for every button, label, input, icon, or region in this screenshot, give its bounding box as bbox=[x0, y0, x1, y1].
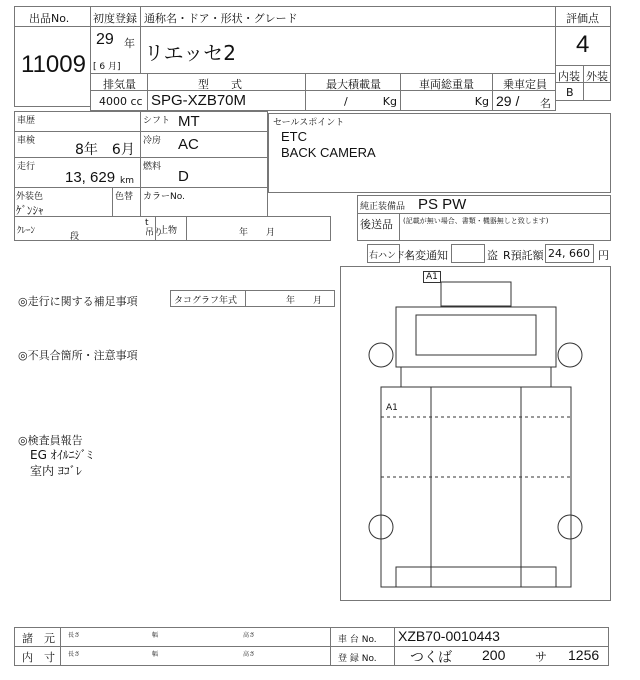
yen-unit: 円 bbox=[598, 249, 609, 262]
history-label: 車歴 bbox=[17, 116, 36, 126]
rhd-label: 右ハンドル bbox=[369, 251, 415, 261]
vehicle-diagram bbox=[340, 266, 611, 601]
name-label-cell bbox=[140, 6, 556, 27]
year-unit: 年 bbox=[124, 37, 135, 50]
max-load: / bbox=[344, 95, 348, 108]
color-no-label: カラーNo. bbox=[143, 192, 185, 202]
sales-line: BACK CAMERA bbox=[281, 145, 376, 160]
ac-label: 冷房 bbox=[143, 136, 162, 146]
report-line: EG ｵｲﾙﾆｼﾞﾐ bbox=[30, 448, 93, 462]
color-label: 外装色 bbox=[16, 192, 44, 202]
reg-area: つくば bbox=[410, 650, 452, 666]
reg-number: 1256 bbox=[568, 647, 600, 663]
gross-label: 車両総重量 bbox=[419, 78, 474, 91]
name-label: 通称名・ドア・形状・グレード bbox=[144, 12, 298, 25]
report-line: 室内 ﾖｺﾞﾚ bbox=[30, 464, 82, 478]
car-name-cell bbox=[140, 26, 556, 74]
tacho-ym: 年 月 bbox=[286, 296, 323, 306]
height-label: 高さ bbox=[243, 651, 256, 658]
score-value: 4 bbox=[576, 31, 590, 58]
supp-label: ◎走行に関する補足事項 bbox=[18, 295, 138, 308]
bus-outline-icon bbox=[341, 267, 610, 600]
rhd-badge bbox=[367, 244, 415, 263]
cap-label: 乗車定員 bbox=[503, 78, 547, 91]
first-reg-month: [ 6 月] bbox=[93, 62, 121, 72]
cap-unit: 名 bbox=[540, 97, 551, 110]
name-change-box bbox=[451, 244, 485, 263]
shift-label: シフト bbox=[143, 116, 171, 126]
fuel-label: 燃料 bbox=[143, 162, 162, 172]
length-label: 長さ bbox=[68, 651, 81, 658]
color-change-label: 色替 bbox=[115, 192, 134, 202]
lot-label: 出品No. bbox=[29, 12, 70, 25]
chassis-no: XZB70-0010443 bbox=[398, 628, 500, 644]
lot-number: 11009 bbox=[21, 51, 86, 78]
first-reg-label: 初度登録 bbox=[93, 12, 137, 25]
damage-mark: A1 bbox=[423, 271, 441, 283]
height-label: 高さ bbox=[243, 632, 256, 639]
interior-score: B bbox=[566, 86, 574, 99]
kg-unit: Kg bbox=[382, 95, 397, 108]
max-load-label: 最大積載量 bbox=[326, 78, 381, 91]
defect-label: ◎不具合箇所・注意事項 bbox=[18, 349, 138, 362]
kg-unit: Kg bbox=[474, 95, 489, 108]
model-code: SPG-XZB70M bbox=[151, 92, 247, 109]
first-reg-year: 29 bbox=[96, 31, 114, 48]
sales-point-box bbox=[268, 113, 611, 193]
capacity: 29 / bbox=[496, 93, 520, 109]
sales-label: セールスポイント bbox=[273, 118, 345, 128]
later-note: (記載が無い場合、書類・機器無しと致します) bbox=[403, 217, 549, 225]
sales-line: ETC bbox=[281, 129, 307, 144]
dan-label: 段 bbox=[70, 232, 80, 242]
inspection: 8年 6月 bbox=[75, 142, 135, 158]
exterior-label: 外装 bbox=[586, 70, 608, 83]
damage-mark: A1 bbox=[386, 403, 398, 413]
disp-label: 排気量 bbox=[103, 78, 136, 91]
tsuri-label: t 吊り bbox=[145, 218, 164, 238]
crane-label: ｸﾚｰﾝ bbox=[17, 226, 36, 236]
spec-label: 諸 元 bbox=[22, 632, 55, 645]
model-label: 型 式 bbox=[198, 78, 242, 91]
car-name: リエッセ2 bbox=[144, 41, 236, 65]
lot-label-cell bbox=[14, 6, 91, 27]
score-label: 評価点 bbox=[566, 12, 599, 25]
inspector-label: ◎検査員報告 bbox=[18, 434, 83, 447]
width-label: 幅 bbox=[152, 651, 159, 658]
later-label: 後送品 bbox=[360, 218, 393, 231]
displacement: 4000 cc bbox=[99, 95, 143, 108]
equipment: PS PW bbox=[418, 196, 467, 213]
tacho-label: タコグラフ年式 bbox=[174, 296, 238, 306]
reg-label: 登 録 No. bbox=[338, 654, 377, 664]
name-change-label: 名変通知 bbox=[404, 249, 448, 262]
width-label: 幅 bbox=[152, 632, 159, 639]
recycle-label: R預託額 bbox=[503, 249, 544, 262]
reg-class: 200 bbox=[482, 647, 506, 663]
mileage: 13, 629 bbox=[65, 169, 116, 186]
uwamono-ym: 年 月 bbox=[239, 228, 276, 238]
color: ｹﾞﾝｼｬ bbox=[16, 204, 44, 217]
length-label: 長さ bbox=[68, 632, 81, 639]
ac: AC bbox=[178, 136, 199, 153]
reg-kana: サ bbox=[535, 650, 548, 664]
theft-label: 盗 bbox=[487, 249, 498, 262]
first-reg-label-cell bbox=[90, 6, 141, 27]
fuel: D bbox=[178, 168, 189, 185]
recycle-amount: 24, 660 bbox=[548, 247, 590, 260]
km-unit: km bbox=[120, 176, 134, 186]
chassis-label: 車 台 No. bbox=[338, 635, 377, 645]
inspection-label: 車検 bbox=[17, 136, 36, 146]
equipment-label: 純正装備品 bbox=[360, 202, 406, 212]
lot-cell bbox=[14, 26, 91, 107]
first-reg-cell bbox=[90, 26, 141, 74]
interior-label: 内装 bbox=[558, 70, 580, 83]
uwamono-label: 上物 bbox=[159, 226, 178, 236]
shift: MT bbox=[178, 113, 200, 130]
mileage-label: 走行 bbox=[17, 162, 36, 172]
inner-label: 内 寸 bbox=[22, 651, 55, 664]
